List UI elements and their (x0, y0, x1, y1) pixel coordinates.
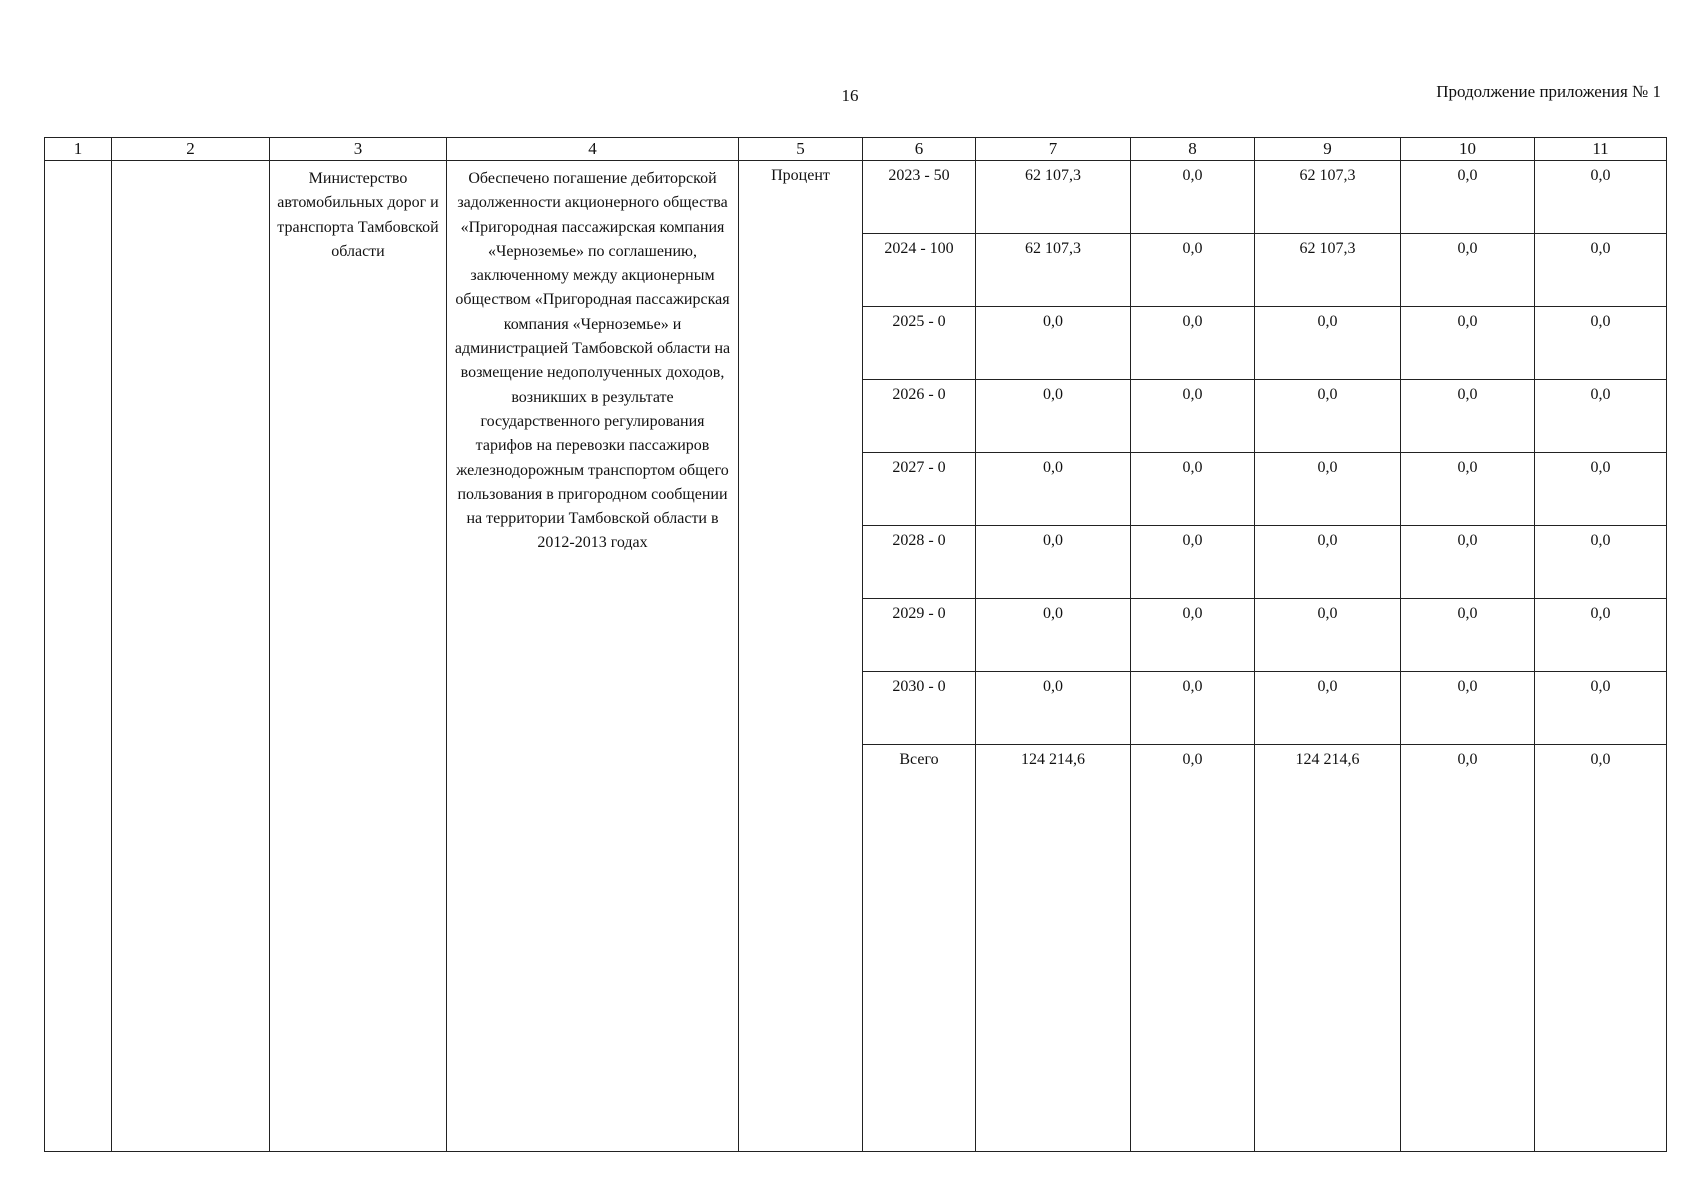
value-cell: 0,0 (1401, 234, 1535, 307)
table-row (45, 161, 1667, 234)
value-cell: 0,0 (1131, 234, 1255, 307)
value-cell: 62 107,3 (1255, 161, 1401, 234)
column-number: 1 (45, 138, 112, 161)
column-number: 11 (1535, 138, 1667, 161)
value-cell: 0,0 (1131, 745, 1255, 1152)
period-cell: 2023 - 50 (863, 161, 976, 234)
executor-cell: Министерство автомобильных дорог и транспорта Тамбовской области (270, 161, 447, 1152)
value-cell: 0,0 (976, 307, 1131, 380)
value-cell: 0,0 (1535, 745, 1667, 1152)
value-cell: 0,0 (1131, 161, 1255, 234)
value-cell: 124 214,6 (976, 745, 1131, 1152)
value-cell: 0,0 (1401, 453, 1535, 526)
value-cell: 0,0 (1255, 307, 1401, 380)
value-cell: 0,0 (1401, 672, 1535, 745)
value-cell: 62 107,3 (1255, 234, 1401, 307)
total-label-cell: Всего (863, 745, 976, 1152)
column-number-row (45, 138, 1667, 161)
value-cell: 0,0 (1535, 453, 1667, 526)
value-cell: 0,0 (1401, 526, 1535, 599)
value-cell: 0,0 (976, 526, 1131, 599)
period-cell: 2027 - 0 (863, 453, 976, 526)
value-cell: 124 214,6 (1255, 745, 1401, 1152)
value-cell: 0,0 (976, 453, 1131, 526)
value-cell: 0,0 (976, 380, 1131, 453)
cell-col1 (45, 161, 112, 1152)
value-cell: 0,0 (1255, 453, 1401, 526)
value-cell: 0,0 (1255, 599, 1401, 672)
column-number: 2 (112, 138, 270, 161)
value-cell: 0,0 (1401, 599, 1535, 672)
column-number: 8 (1131, 138, 1255, 161)
period-cell: 2026 - 0 (863, 380, 976, 453)
value-cell: 62 107,3 (976, 234, 1131, 307)
value-cell: 0,0 (1131, 453, 1255, 526)
period-cell: 2024 - 100 (863, 234, 976, 307)
period-cell: 2028 - 0 (863, 526, 976, 599)
value-cell: 0,0 (976, 599, 1131, 672)
page-number: 16 (841, 86, 859, 105)
value-cell: 0,0 (1535, 234, 1667, 307)
value-cell: 0,0 (1535, 380, 1667, 453)
value-cell: 0,0 (1401, 380, 1535, 453)
value-cell: 62 107,3 (976, 161, 1131, 234)
data-table (44, 137, 1667, 1152)
value-cell: 0,0 (1131, 526, 1255, 599)
column-number: 7 (976, 138, 1131, 161)
value-cell: 0,0 (1535, 307, 1667, 380)
value-cell: 0,0 (1535, 672, 1667, 745)
result-description-cell: Обеспечено погашение дебиторской задолженности акционерного общества «Пригородная пассажирская компания «Черноземье» по соглашению, заключенному между акционерным обществом «Пригородная пассажирская компания «Черноземье» и администрацией Тамбовской области на возмещение недополученных доходов, возникших в результате государственного регулирования тарифов на перевозки пассажиров железнодорожным транспортом общего пользования в пригородном сообщении на территории Тамбовской области в 2012-2013 годах (447, 161, 739, 1152)
period-cell: 2025 - 0 (863, 307, 976, 380)
value-cell: 0,0 (1535, 161, 1667, 234)
value-cell: 0,0 (976, 672, 1131, 745)
value-cell: 0,0 (1401, 745, 1535, 1152)
column-number: 4 (447, 138, 739, 161)
value-cell: 0,0 (1535, 526, 1667, 599)
column-number: 6 (863, 138, 976, 161)
column-number: 5 (739, 138, 863, 161)
unit-cell: Процент (739, 161, 863, 1152)
value-cell: 0,0 (1131, 380, 1255, 453)
value-cell: 0,0 (1401, 161, 1535, 234)
value-cell: 0,0 (1255, 672, 1401, 745)
period-cell: 2029 - 0 (863, 599, 976, 672)
value-cell: 0,0 (1131, 599, 1255, 672)
value-cell: 0,0 (1401, 307, 1535, 380)
value-cell: 0,0 (1255, 526, 1401, 599)
value-cell: 0,0 (1131, 307, 1255, 380)
value-cell: 0,0 (1535, 599, 1667, 672)
column-number: 10 (1401, 138, 1535, 161)
value-cell: 0,0 (1255, 380, 1401, 453)
column-number: 3 (270, 138, 447, 161)
period-cell: 2030 - 0 (863, 672, 976, 745)
column-number: 9 (1255, 138, 1401, 161)
value-cell: 0,0 (1131, 672, 1255, 745)
continuation-label: Продолжение приложения № 1 (1436, 82, 1661, 101)
cell-col2 (112, 161, 270, 1152)
